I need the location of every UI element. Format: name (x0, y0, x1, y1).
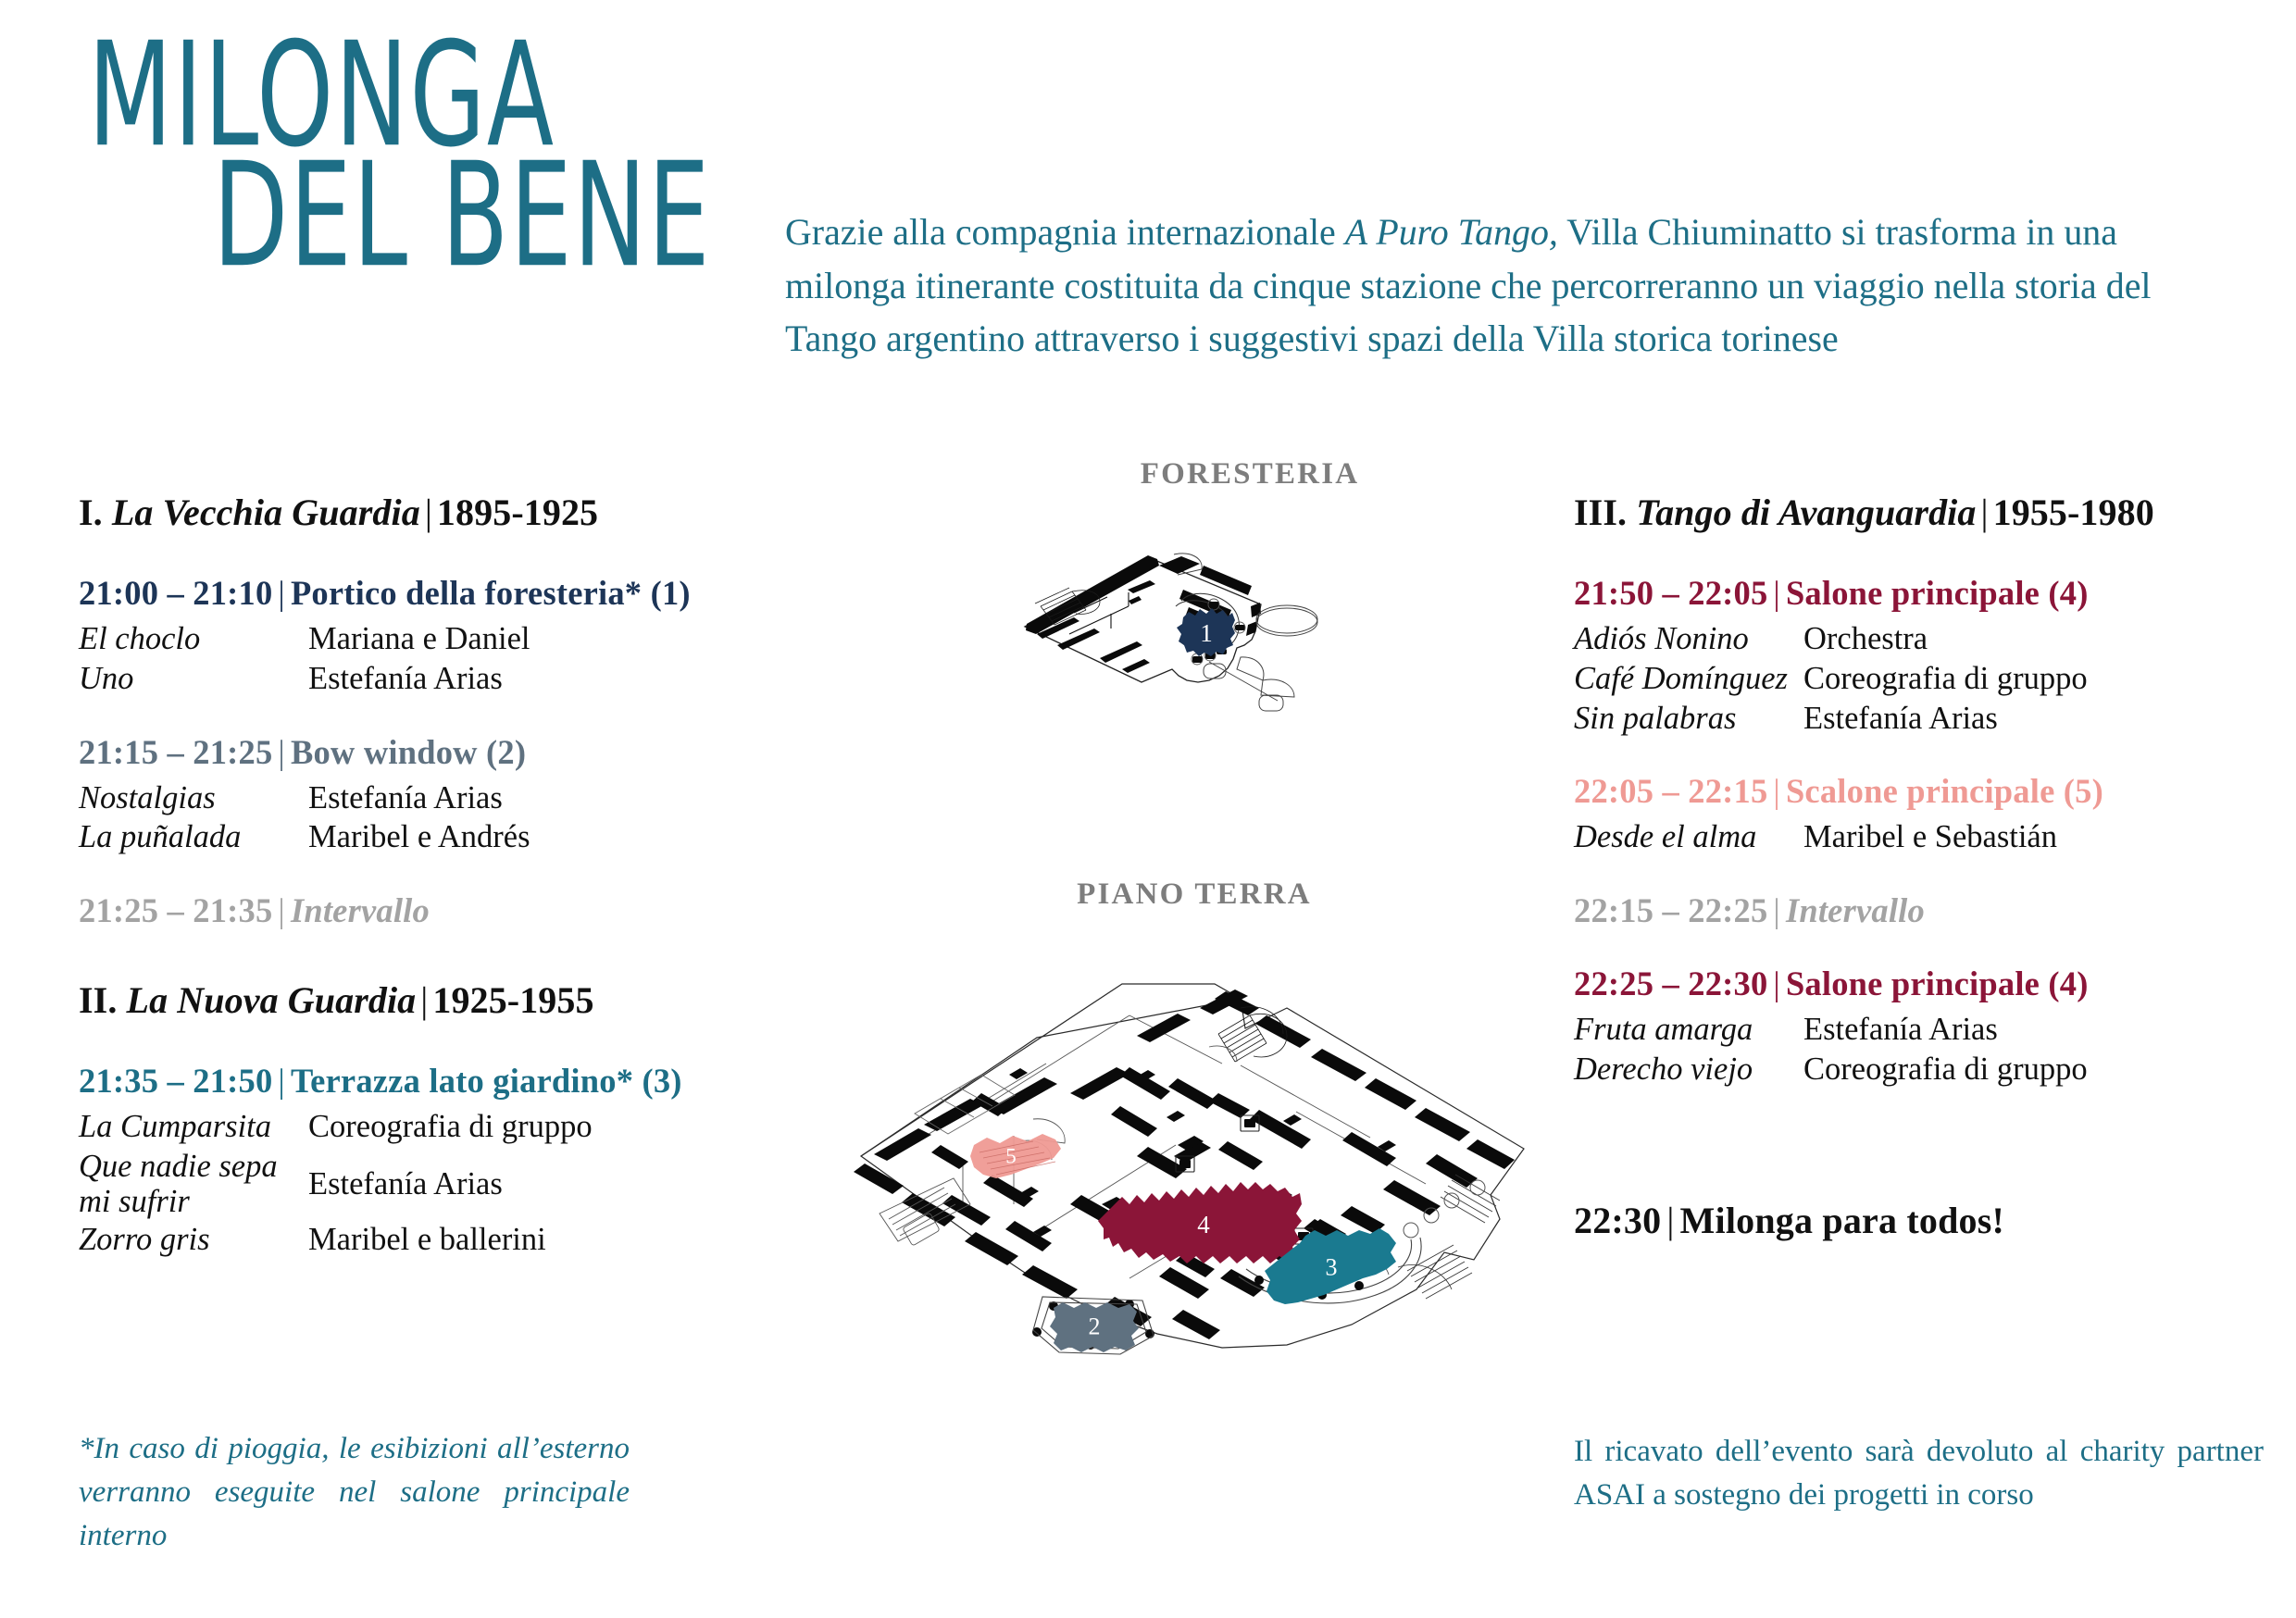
floorplan-marker-2 (1050, 1302, 1139, 1352)
floorplan-foresteria-title: FORESTERIA (1140, 457, 1360, 491)
performance-song: El choclo (79, 621, 201, 656)
performance-song: Derecho viejo (1574, 1051, 1753, 1087)
performance-song: Que nadie sepa mi sufrir (79, 1148, 278, 1220)
floorplan-marker-1 (1177, 608, 1235, 656)
slot-place: Terrazza lato giardino* (3) (290, 1062, 682, 1101)
performance-performer: Estefanía Arias (308, 1166, 503, 1202)
slot-place: Portico della foresteria* (1) (290, 574, 691, 612)
slot-time: 21:50 – 22:05 (1574, 574, 1768, 612)
title-line-milonga: MILONGA (88, 11, 555, 180)
schedule-slot (79, 573, 847, 699)
floorplan-marker-4 (1098, 1182, 1302, 1263)
performance-performer: Coreografia di gruppo (308, 1109, 593, 1145)
performance-performer: Estefanía Arias (308, 779, 503, 815)
slot-divider: | (1773, 772, 1780, 811)
finale-heading (1574, 1199, 2277, 1242)
svg-text:2: 2 (1088, 1313, 1101, 1340)
slot-place: Salone principale (4) (1785, 574, 2089, 612)
performance-song: La Cumparsita (79, 1109, 272, 1145)
performance-performer: Coreografia di gruppo (1803, 1051, 2088, 1087)
floorplan-piano-terra (731, 877, 1657, 1362)
section-years: 1895-1925 (436, 492, 599, 533)
performance-song: Fruta amarga (1574, 1012, 1753, 1048)
section-name: Tango di Avanguardia (1636, 492, 1977, 533)
performance-song: Desde el alma (1574, 819, 1757, 855)
slot-divider: | (278, 1062, 285, 1101)
slot-divider: | (1773, 891, 1780, 930)
slot-place: Salone principale (4) (1785, 965, 2089, 1003)
schedule-slot (79, 732, 847, 858)
performance-performer: Coreografia di gruppo (1803, 660, 2088, 696)
section-name: La Nuova Guardia (126, 979, 417, 1022)
performance-row (79, 659, 847, 699)
performance-song: Adiós Nonino (1574, 621, 1749, 656)
finale-divider: | (1666, 1199, 1675, 1241)
slot-place: Intervallo (1785, 891, 1925, 930)
slot-time: 22:05 – 22:15 (1574, 772, 1768, 811)
schedule-column-right (1574, 491, 2277, 1249)
section-years: 1925-1955 (432, 979, 594, 1022)
schedule-section (79, 491, 847, 930)
finale-time: 22:30 (1574, 1199, 1662, 1241)
section-years: 1955-1980 (1992, 492, 2154, 533)
performance-performer: Estefanía Arias (1803, 1012, 1998, 1048)
floorplan-marker-5 (970, 1134, 1061, 1178)
performance-song: Zorro gris (79, 1222, 210, 1258)
slot-time: 21:35 – 21:50 (79, 1062, 273, 1101)
svg-text:4: 4 (1197, 1211, 1210, 1238)
title-line-del-bene: DEL BENE (213, 131, 712, 301)
svg-text:3: 3 (1325, 1253, 1338, 1281)
schedule-interval (1574, 890, 2277, 930)
intro-before: Grazie alla compagnia internazionale (785, 211, 1345, 253)
floorplan-piano-terra-svg (852, 927, 1537, 1362)
performance-song: Nostalgias (79, 779, 216, 815)
performance-row (79, 619, 847, 659)
slot-time: 21:25 – 21:35 (79, 891, 273, 930)
slot-heading (1574, 573, 2277, 613)
performance-song: Uno (79, 660, 134, 696)
slot-heading (79, 573, 847, 613)
poster-title (88, 11, 792, 301)
performance-performer: Maribel e Andrés (308, 819, 530, 855)
performance-row (1574, 699, 2277, 739)
schedule-slot (1574, 771, 2277, 857)
intro-after: Villa Chiuminatto si trasforma in una milonga itinerante costituita da cinque stazione che percorreranno un viaggio nella storia del Tango argentino attraverso i suggestivi spazi della Villa storica torinese (785, 211, 2152, 359)
section-roman: II. (79, 979, 118, 1022)
performance-row (1574, 817, 2277, 857)
performance-row (1574, 1010, 2277, 1050)
svg-text:5: 5 (1005, 1144, 1017, 1168)
performance-row (1574, 1050, 2277, 1089)
slot-heading (1574, 771, 2277, 811)
slot-heading (1574, 964, 2277, 1003)
performance-performer: Maribel e ballerini (308, 1222, 546, 1258)
slot-heading (79, 732, 847, 772)
slot-time: 22:15 – 22:25 (1574, 891, 1768, 930)
intro-company-name: A Puro Tango, (1344, 211, 1558, 253)
section-roman: I. (79, 492, 103, 533)
performance-song: Sin palabras (1574, 700, 1737, 736)
section-heading (1574, 491, 2277, 534)
slot-heading (1574, 890, 2277, 930)
schedule-section (1574, 491, 2277, 1089)
slot-time: 21:15 – 21:25 (79, 732, 273, 771)
performance-row (79, 778, 847, 818)
performance-performer: Maribel e Sebastián (1803, 819, 2057, 855)
performance-row (79, 817, 847, 857)
performance-row (1574, 659, 2277, 699)
performance-song: Café Domínguez (1574, 660, 1788, 696)
intro-paragraph (785, 205, 2235, 366)
section-name: La Vecchia Guardia (111, 492, 420, 533)
section-roman: III. (1574, 492, 1628, 533)
performance-performer: Orchestra (1803, 621, 1928, 656)
slot-time: 21:00 – 21:10 (79, 574, 273, 612)
slot-place: Scalone principale (5) (1785, 772, 2103, 811)
performance-performer: Estefanía Arias (1803, 700, 1998, 736)
finale-label: Milonga para todos! (1679, 1199, 2005, 1241)
slot-time: 22:25 – 22:30 (1574, 965, 1768, 1003)
section-divider: | (1980, 492, 1989, 533)
performance-performer: Estefanía Arias (308, 660, 503, 696)
section-divider: | (424, 492, 432, 533)
slot-place: Intervallo (290, 891, 430, 930)
performance-performer: Mariana e Daniel (308, 621, 530, 656)
floorplan-foresteria-svg (1018, 504, 1481, 727)
schedule-slot (1574, 573, 2277, 738)
schedule-slot (1574, 964, 2277, 1089)
section-divider: | (420, 979, 429, 1022)
performance-song: La puñalada (79, 819, 242, 855)
slot-divider: | (278, 574, 285, 612)
slot-divider: | (278, 732, 285, 771)
floorplan-piano-terra-title: PIANO TERRA (1077, 877, 1312, 911)
footnote-charity: Il ricavato dell’evento sarà devoluto al charity partner ASAI a sostegno dei progetti in corso (1574, 1435, 2264, 1512)
slot-divider: | (1773, 574, 1780, 612)
performance-row (1574, 619, 2277, 659)
slot-place: Bow window (2) (290, 732, 527, 771)
svg-text:1: 1 (1200, 619, 1213, 647)
footnote-rain-policy: *In caso di pioggia, le esibizioni all’esterno verranno eseguite nel salone principale interno (79, 1432, 630, 1552)
slot-divider: | (1773, 965, 1780, 1003)
floorplan-foresteria (852, 457, 1648, 727)
slot-divider: | (278, 891, 285, 930)
section-heading (79, 491, 847, 534)
